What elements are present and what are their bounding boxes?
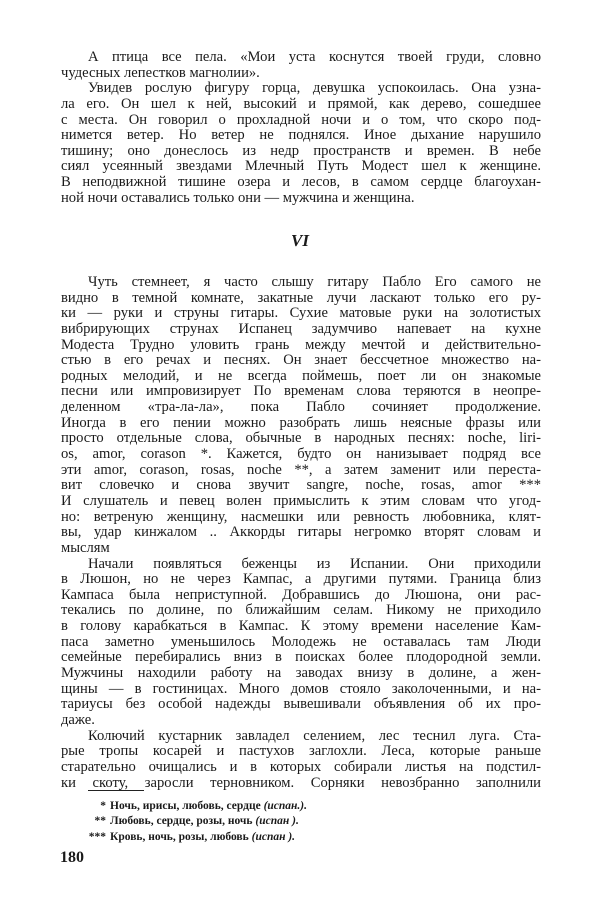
footnote xyxy=(88,830,307,845)
text-line: ла его. Он шел к ней, высокий и прямой, как дерево, сошедшее xyxy=(61,95,541,112)
text-line: вит словечко и снова звучит sangre, noche, rosas, amor *** xyxy=(61,477,541,494)
text-line: семейные перебирались вниз в поисках более плодородной земли. xyxy=(61,649,541,666)
footnote-mark: *** xyxy=(88,830,106,843)
text-line: паса заметно уменьшилось Молодежь не оставалась там Люди xyxy=(61,633,541,650)
text-block-chapter xyxy=(61,275,541,791)
text-line: мыслям xyxy=(61,539,110,556)
text-line: в Люшон, но не через Кампас, а другими путями. Граница близ xyxy=(61,571,541,588)
text-line: но: ветреную женщину, насмешки или ревность любовника, клят- xyxy=(61,508,541,525)
footnote-mark: ** xyxy=(94,815,106,828)
text-line: Кампаса была неприступной. Добравшись до Люшона, они рас- xyxy=(61,586,541,603)
text-line: ки — руки и струны гитары. Сухие матовые руки на золотистых xyxy=(61,305,541,322)
paragraph xyxy=(61,275,541,557)
footnote xyxy=(88,799,307,814)
footnote-note: (испан ). xyxy=(255,815,299,828)
footnote xyxy=(88,814,307,829)
text-line: тишину; оно донеслось из недр пространств и времен. В небе xyxy=(61,142,541,159)
text-line: песни или импровизирует По временам слова теряются в неопре- xyxy=(61,383,541,400)
text-line: деленном «тра-ла-ла», пока Пабло сочиняет продолжение. xyxy=(61,399,541,416)
text-line: сиял усеянный звездами Млечный Путь Модест шел к женщине. xyxy=(61,158,541,175)
text-line: А птица все пела. «Мои уста коснутся твоей груди, словно xyxy=(88,49,541,65)
paragraph xyxy=(61,81,541,206)
text-line: с места. Он говорил о прохладной ночи и о том, что скоро под- xyxy=(61,111,541,128)
text-line: ки скоту, заросли терновником. Сорняки невозбранно заполнили xyxy=(61,774,541,791)
text-line: Начали появляться беженцы из Испании. Они приходили xyxy=(88,555,541,572)
text-line: Колючий кустарник завладел селением, лес теснил луга. Ста- xyxy=(88,727,541,744)
footnotes xyxy=(88,799,307,845)
paragraph xyxy=(61,557,541,729)
text-line: Увидев рослую фигуру горца, девушка успокоилась. Она узна- xyxy=(88,80,541,97)
footnote-text: Ночь, ирисы, любовь, сердце xyxy=(110,800,261,812)
text-line: эти amor, corason, rosas, noche **, а затем заменит или переста- xyxy=(61,461,541,478)
text-line: родных мелодий, и не всегда поймешь, поет ли он знакомые xyxy=(61,367,541,384)
text-line: Модеста Трудно уловить грань между мечтой и действительно- xyxy=(61,336,541,353)
text-line: В неподвижной тишине озера и лесов, в самом сердце благоухан- xyxy=(61,174,541,191)
text-line: os, amor, corason *. Кажется, будто он нанизывает подряд все xyxy=(61,446,541,463)
text-line: рые тропы косарей и пастухов заглохли. Леса, которые раньше xyxy=(61,743,541,760)
footnote-text: Любовь, сердце, розы, ночь xyxy=(110,815,253,828)
text-line: вы, удар кинжалом .. Аккорды гитары негромко вторят словам и xyxy=(61,524,541,541)
footnote-note: (испан ). xyxy=(251,830,296,843)
chapter-heading: VI xyxy=(291,231,309,250)
text-line: Чуть стемнеет, я часто слышу гитару Пабло Его самого не xyxy=(88,274,541,290)
footnote-note: (испан.). xyxy=(263,800,308,812)
text-line: щины — в гостиницах. Много домов стояло заколоченными, и на- xyxy=(61,680,541,697)
text-line: тариусы без особой надежды вывешивали объявления об их про- xyxy=(61,696,541,713)
text-line: Иногда в его пении можно разобрать лишь неясные фразы или xyxy=(61,414,541,431)
text-line: вибрирующих струнах Испанец задумчиво напевает на кухне xyxy=(61,320,541,337)
text-line: чудесных лепестков магнолии». xyxy=(61,64,260,81)
paragraph xyxy=(61,50,541,81)
text-line: старательно очищались и в которых собирали листья на подстил- xyxy=(61,758,541,775)
paragraph xyxy=(61,729,541,792)
text-line: ной ночи оставались только они — мужчина и женщина. xyxy=(61,189,415,206)
text-line: видно в темной комнате, закатные лучи ласкают только его ру- xyxy=(61,289,541,306)
page-number: 180 xyxy=(60,849,84,866)
text-line: даже. xyxy=(61,711,95,728)
text-block-top xyxy=(61,50,541,206)
text-line: Мужчины находили работу на заводах внизу в долине, а жен- xyxy=(61,665,541,682)
footnote-mark: * xyxy=(100,800,106,812)
text-line: И слушатель и певец волен примыслить к этим словам что угод- xyxy=(61,492,541,509)
text-line: стью в его речах и песнях. Он знает бессчетное множество на- xyxy=(61,352,541,369)
footnote-text: Кровь, ночь, розы, любовь xyxy=(110,830,249,843)
text-line: нимется ветер. Но ветер не поднялся. Иное дыхание нарушило xyxy=(61,127,541,144)
text-line: в голову карабкаться в Кампас. К этому времени население Кам- xyxy=(61,618,541,635)
text-line: текались по долине, по ближайшим селам. Никому не приходило xyxy=(61,602,541,619)
footnote-divider xyxy=(88,790,144,791)
text-line: просто отдельные слова, обычные в народных песнях: noche, liri- xyxy=(61,430,541,447)
